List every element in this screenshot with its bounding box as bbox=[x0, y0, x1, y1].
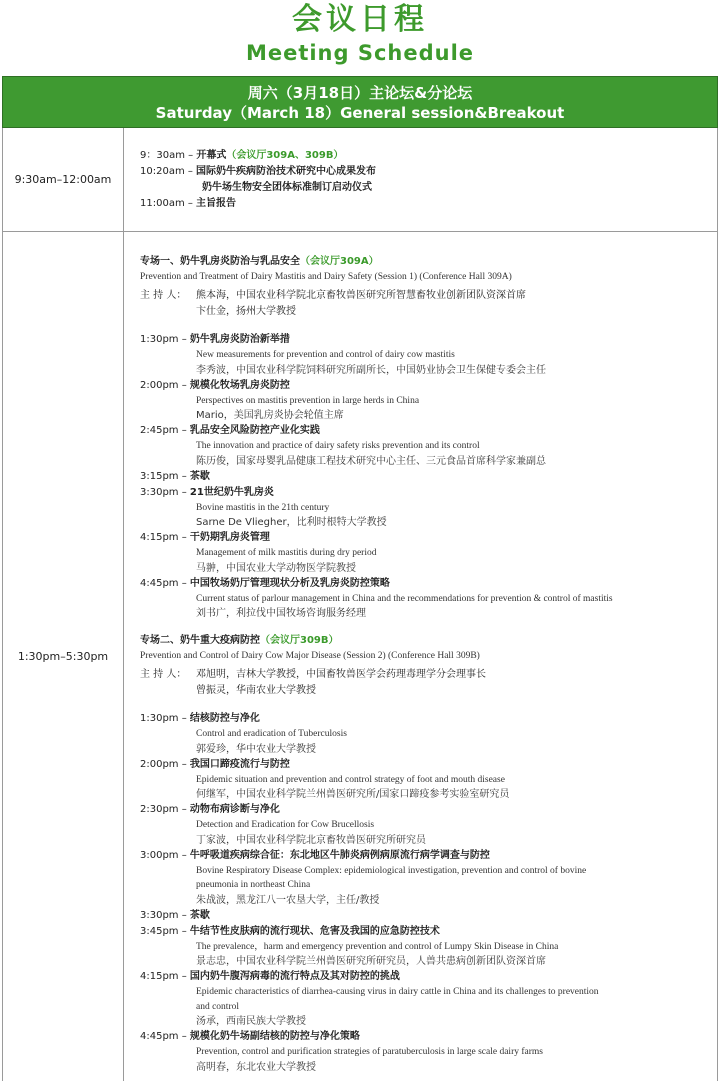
talk-dash: – bbox=[178, 334, 190, 345]
talk-heading bbox=[140, 757, 713, 773]
agenda-item-title: 国际奶牛疾病防治技术研究中心成果发布 bbox=[196, 166, 377, 177]
talk-title-en: Prevention, control and purification strategies of paratuberculosis in large scale dairy farms bbox=[196, 1047, 543, 1057]
talk-title: 我国口蹄疫流行与防控 bbox=[189, 758, 290, 770]
talk-title-en: and control bbox=[196, 1001, 240, 1012]
talk-time: 2:00pm bbox=[140, 379, 179, 391]
talk-speaker: 李秀波，中国农业科学院饲料研究所副所长，中国奶业协会卫生保健专委会主任 bbox=[196, 364, 546, 376]
talk-time: 3:30pm bbox=[140, 486, 179, 498]
talk-heading bbox=[140, 711, 713, 727]
talk-time: 2:00pm bbox=[140, 758, 179, 770]
talk-item bbox=[140, 485, 713, 531]
talk-title-en: Epidemic situation and prevention and control strategy of foot and mouth disease bbox=[196, 774, 505, 785]
talk-item bbox=[140, 802, 713, 848]
morning-agenda bbox=[140, 148, 713, 212]
talk-dash: – bbox=[178, 486, 190, 498]
talk-heading bbox=[140, 969, 713, 985]
morning-time-range: 9:30am–12:00am bbox=[3, 128, 124, 231]
talk-title-en: Management of milk mastitis during dry period bbox=[196, 548, 377, 558]
talk-title: 牛结节性皮肤病的流行现状、危害及我国的应急防控技术 bbox=[189, 925, 440, 937]
talk-time: 2:45pm bbox=[140, 425, 179, 436]
talk-title: 牛呼吸道疾病综合征：东北地区牛肺炎病例病原流行病学调查与防控 bbox=[189, 849, 490, 861]
talk-title: 规模化牧场乳房炎防控 bbox=[189, 379, 290, 391]
talk-time: 3:30pm bbox=[140, 909, 179, 921]
chair-line bbox=[140, 683, 713, 699]
talk-title-en: New measurements for prevention and control of dairy cow mastitis bbox=[196, 350, 455, 360]
talk-speaker: 马翀，中国农业大学动物医学院教授 bbox=[196, 562, 356, 574]
talk-title-en: The innovation and practice of dairy safety risks prevention and its control bbox=[196, 441, 480, 451]
talk-title: 国内奶牛腹泻病毒的流行特点及其对防控的挑战 bbox=[189, 971, 400, 982]
talk-title: 奶牛乳房炎防治新举措 bbox=[189, 334, 290, 345]
talk-speaker: 景志忠，中国农业科学院兰州兽医研究所研究员，人兽共患病创新团队资深首席 bbox=[196, 956, 546, 967]
session-title bbox=[140, 633, 713, 649]
talk-heading bbox=[140, 802, 713, 818]
talk-title-en: pneumonia in northeast China bbox=[196, 880, 311, 890]
agenda-item-title: 奶牛场生物安全团体标准制订启动仪式 bbox=[202, 182, 372, 193]
talk-speaker: 陈历俊，国家母婴乳品健康工程技术研究中心主任、三元食品首席科学家兼副总 bbox=[196, 455, 546, 467]
talk-item bbox=[140, 924, 713, 970]
talk-title: 干奶期乳房炎管理 bbox=[189, 532, 270, 543]
talk-item bbox=[140, 969, 713, 1029]
talk-time: 3:15pm bbox=[140, 470, 179, 482]
talk-title: 结核防控与净化 bbox=[189, 713, 260, 724]
session-title-cn: 专场一、奶牛乳房炎防治与乳品安全 bbox=[140, 256, 300, 267]
agenda-item: 10:20am – 国际奶牛疾病防治技术研究中心成果发布 bbox=[140, 166, 377, 177]
talk-title-en: Bovine Respiratory Disease Complex: epidemiological investigation, prevention and control of bovine bbox=[196, 865, 587, 876]
morning-row bbox=[2, 128, 718, 232]
afternoon-row bbox=[2, 232, 718, 1081]
talk-time: 3:45pm bbox=[140, 925, 179, 937]
session-venue: （会议厅309A） bbox=[300, 256, 379, 267]
talk-dash: – bbox=[178, 713, 190, 724]
day-header-cn: 周六（3月18日）主论坛&分论坛 bbox=[247, 84, 473, 102]
session-chairs bbox=[140, 288, 713, 320]
spacer bbox=[140, 320, 713, 332]
talk-title: 动物布病诊断与净化 bbox=[189, 804, 280, 815]
talk-item bbox=[140, 332, 713, 378]
session-chairs bbox=[140, 667, 713, 699]
chairs-label: 主 持 人： bbox=[140, 669, 187, 680]
talk-heading bbox=[140, 378, 713, 394]
talk-item bbox=[140, 848, 713, 908]
talk-title-en: Control and eradication of Tuberculosis bbox=[196, 729, 347, 739]
talk-dash: – bbox=[178, 577, 190, 589]
talk-time: 2:30pm bbox=[140, 804, 179, 815]
talk-heading bbox=[140, 1029, 713, 1045]
talk-title-en: Perspectives on mastitis prevention in large herds in China bbox=[196, 395, 420, 406]
talk-title: 规模化奶牛场副结核的防控与净化策略 bbox=[189, 1031, 360, 1042]
talk-dash: – bbox=[178, 532, 190, 543]
talk-title-en: The prevalence，harm and emergency prevention and control of Lumpy Skin Disease in China bbox=[196, 941, 559, 952]
talk-item bbox=[140, 378, 713, 424]
talk-dash: – bbox=[178, 470, 190, 482]
session-venue: （会议厅309B） bbox=[260, 635, 339, 646]
talk-dash: – bbox=[178, 909, 190, 921]
session-block bbox=[140, 254, 713, 621]
talk-time: 3:00pm bbox=[140, 849, 179, 861]
page-subtitle: Meeting Schedule bbox=[245, 41, 475, 65]
talk-dash: – bbox=[178, 804, 190, 815]
talk-item bbox=[140, 908, 713, 924]
talk-dash: – bbox=[178, 849, 190, 861]
talk-item bbox=[140, 423, 713, 469]
talk-speaker: Sarne De Vliegher，比利时根特大学教授 bbox=[196, 517, 387, 528]
talk-dash: – bbox=[178, 925, 190, 937]
talk-heading bbox=[140, 485, 713, 501]
talk-item bbox=[140, 757, 713, 803]
spacer bbox=[140, 699, 713, 711]
talk-item bbox=[140, 530, 713, 576]
session-title bbox=[140, 254, 713, 270]
talk-speaker: 刘书广，利拉伐中国牧场咨询服务经理 bbox=[196, 608, 366, 619]
talk-speaker: 汤承，西南民族大学教授 bbox=[196, 1016, 306, 1027]
session-title-cn: 专场二、奶牛重大疫病防控 bbox=[140, 635, 260, 646]
talk-heading bbox=[140, 848, 713, 864]
talk-speaker: Mario，美国乳房炎协会轮值主席 bbox=[196, 410, 344, 421]
talk-heading bbox=[140, 908, 713, 924]
talk-speaker: 郭爱珍，华中农业大学教授 bbox=[196, 743, 316, 755]
talk-heading bbox=[140, 924, 713, 940]
talk-title-en: Epidemic characteristics of diarrhea-causing virus in dairy cattle in China and its challenges to prevention bbox=[196, 987, 599, 997]
agenda-item: 9：30am – 开幕式（会议厅309A、309B） bbox=[140, 150, 344, 161]
chair-name: 熊本海，中国农业科学院北京畜牧兽医研究所智慧畜牧业创新团队资深首席 bbox=[196, 290, 526, 301]
talk-title-en: Bovine mastitis in the 21th century bbox=[196, 502, 330, 513]
talk-title: 茶歇 bbox=[189, 909, 210, 921]
day-header bbox=[2, 76, 718, 128]
talk-heading bbox=[140, 332, 713, 348]
talk-speaker: 高明春，东北农业大学教授 bbox=[196, 1061, 316, 1073]
session-title-en: Prevention and Control of Dairy Cow Major Disease (Session 2) (Conference Hall 309B) bbox=[140, 651, 480, 661]
talk-time: 4:45pm bbox=[140, 1031, 179, 1042]
talk-dash: – bbox=[178, 971, 190, 982]
talk-title: 中国牧场奶厅管理现状分析及乳房炎防控策略 bbox=[189, 577, 390, 589]
talk-heading bbox=[140, 576, 713, 592]
talk-item bbox=[140, 576, 713, 622]
talk-title-en: Detection and Eradication for Cow Brucellosis bbox=[196, 820, 375, 830]
chair-name: 卞仕金，扬州大学教授 bbox=[196, 306, 296, 317]
talk-title: 21世纪奶牛乳房炎 bbox=[189, 486, 274, 498]
talk-title: 乳品安全风险防控产业化实践 bbox=[189, 425, 320, 436]
talk-time: 1:30pm bbox=[140, 334, 179, 345]
session-title-en: Prevention and Treatment of Dairy Mastitis and Dairy Safety (Session 1) (Conference Hall 309A) bbox=[140, 272, 512, 282]
talk-item bbox=[140, 469, 713, 485]
talk-dash: – bbox=[178, 1031, 190, 1042]
talk-item bbox=[140, 711, 713, 757]
agenda-item: 11:00am – 主旨报告 bbox=[140, 198, 237, 209]
session-block bbox=[140, 633, 713, 1075]
talk-time: 4:15pm bbox=[140, 532, 179, 543]
talk-time: 4:45pm bbox=[140, 577, 179, 589]
talk-item bbox=[140, 1029, 713, 1075]
talk-dash: – bbox=[178, 425, 190, 436]
afternoon-agenda bbox=[140, 254, 713, 1075]
talk-heading bbox=[140, 423, 713, 439]
talk-speaker: 丁家波，中国农业科学院北京畜牧兽医研究所研究员 bbox=[196, 834, 426, 846]
talk-time: 4:15pm bbox=[140, 971, 179, 982]
talk-heading bbox=[140, 530, 713, 546]
talk-speaker: 何继军，中国农业科学院兰州兽医研究所/国家口蹄疫参考实验室研究员 bbox=[196, 789, 510, 800]
day-header-en: Saturday（March 18）General session&Breakout bbox=[155, 104, 565, 122]
talk-dash: – bbox=[178, 379, 190, 391]
talk-time: 1:30pm bbox=[140, 713, 179, 724]
chair-line bbox=[140, 667, 713, 683]
talk-title-en: Current status of parlour management in China and the recommendations for prevention & control of mastitis bbox=[196, 593, 613, 604]
agenda-item-venue: （会议厅309A、309B） bbox=[226, 150, 344, 161]
chair-line bbox=[140, 288, 713, 304]
talk-speaker: 朱战波，黑龙江八一农垦大学，主任/教授 bbox=[196, 894, 380, 906]
chair-name: 曾振灵，华南农业大学教授 bbox=[196, 685, 316, 696]
chairs-label: 主 持 人： bbox=[140, 290, 187, 301]
afternoon-time-range: 1:30pm–5:30pm bbox=[3, 232, 124, 1081]
talk-title: 茶歇 bbox=[189, 470, 210, 482]
agenda-item-title: 主旨报告 bbox=[196, 198, 237, 209]
agenda-item-title: 开幕式 bbox=[196, 150, 227, 161]
talk-heading bbox=[140, 469, 713, 485]
chair-name: 邓旭明，吉林大学教授，中国畜牧兽医学会药理毒理学分会理事长 bbox=[196, 669, 486, 680]
chair-line bbox=[140, 304, 713, 320]
talk-dash: – bbox=[178, 758, 190, 770]
page-title: 会议日程 bbox=[292, 2, 428, 37]
